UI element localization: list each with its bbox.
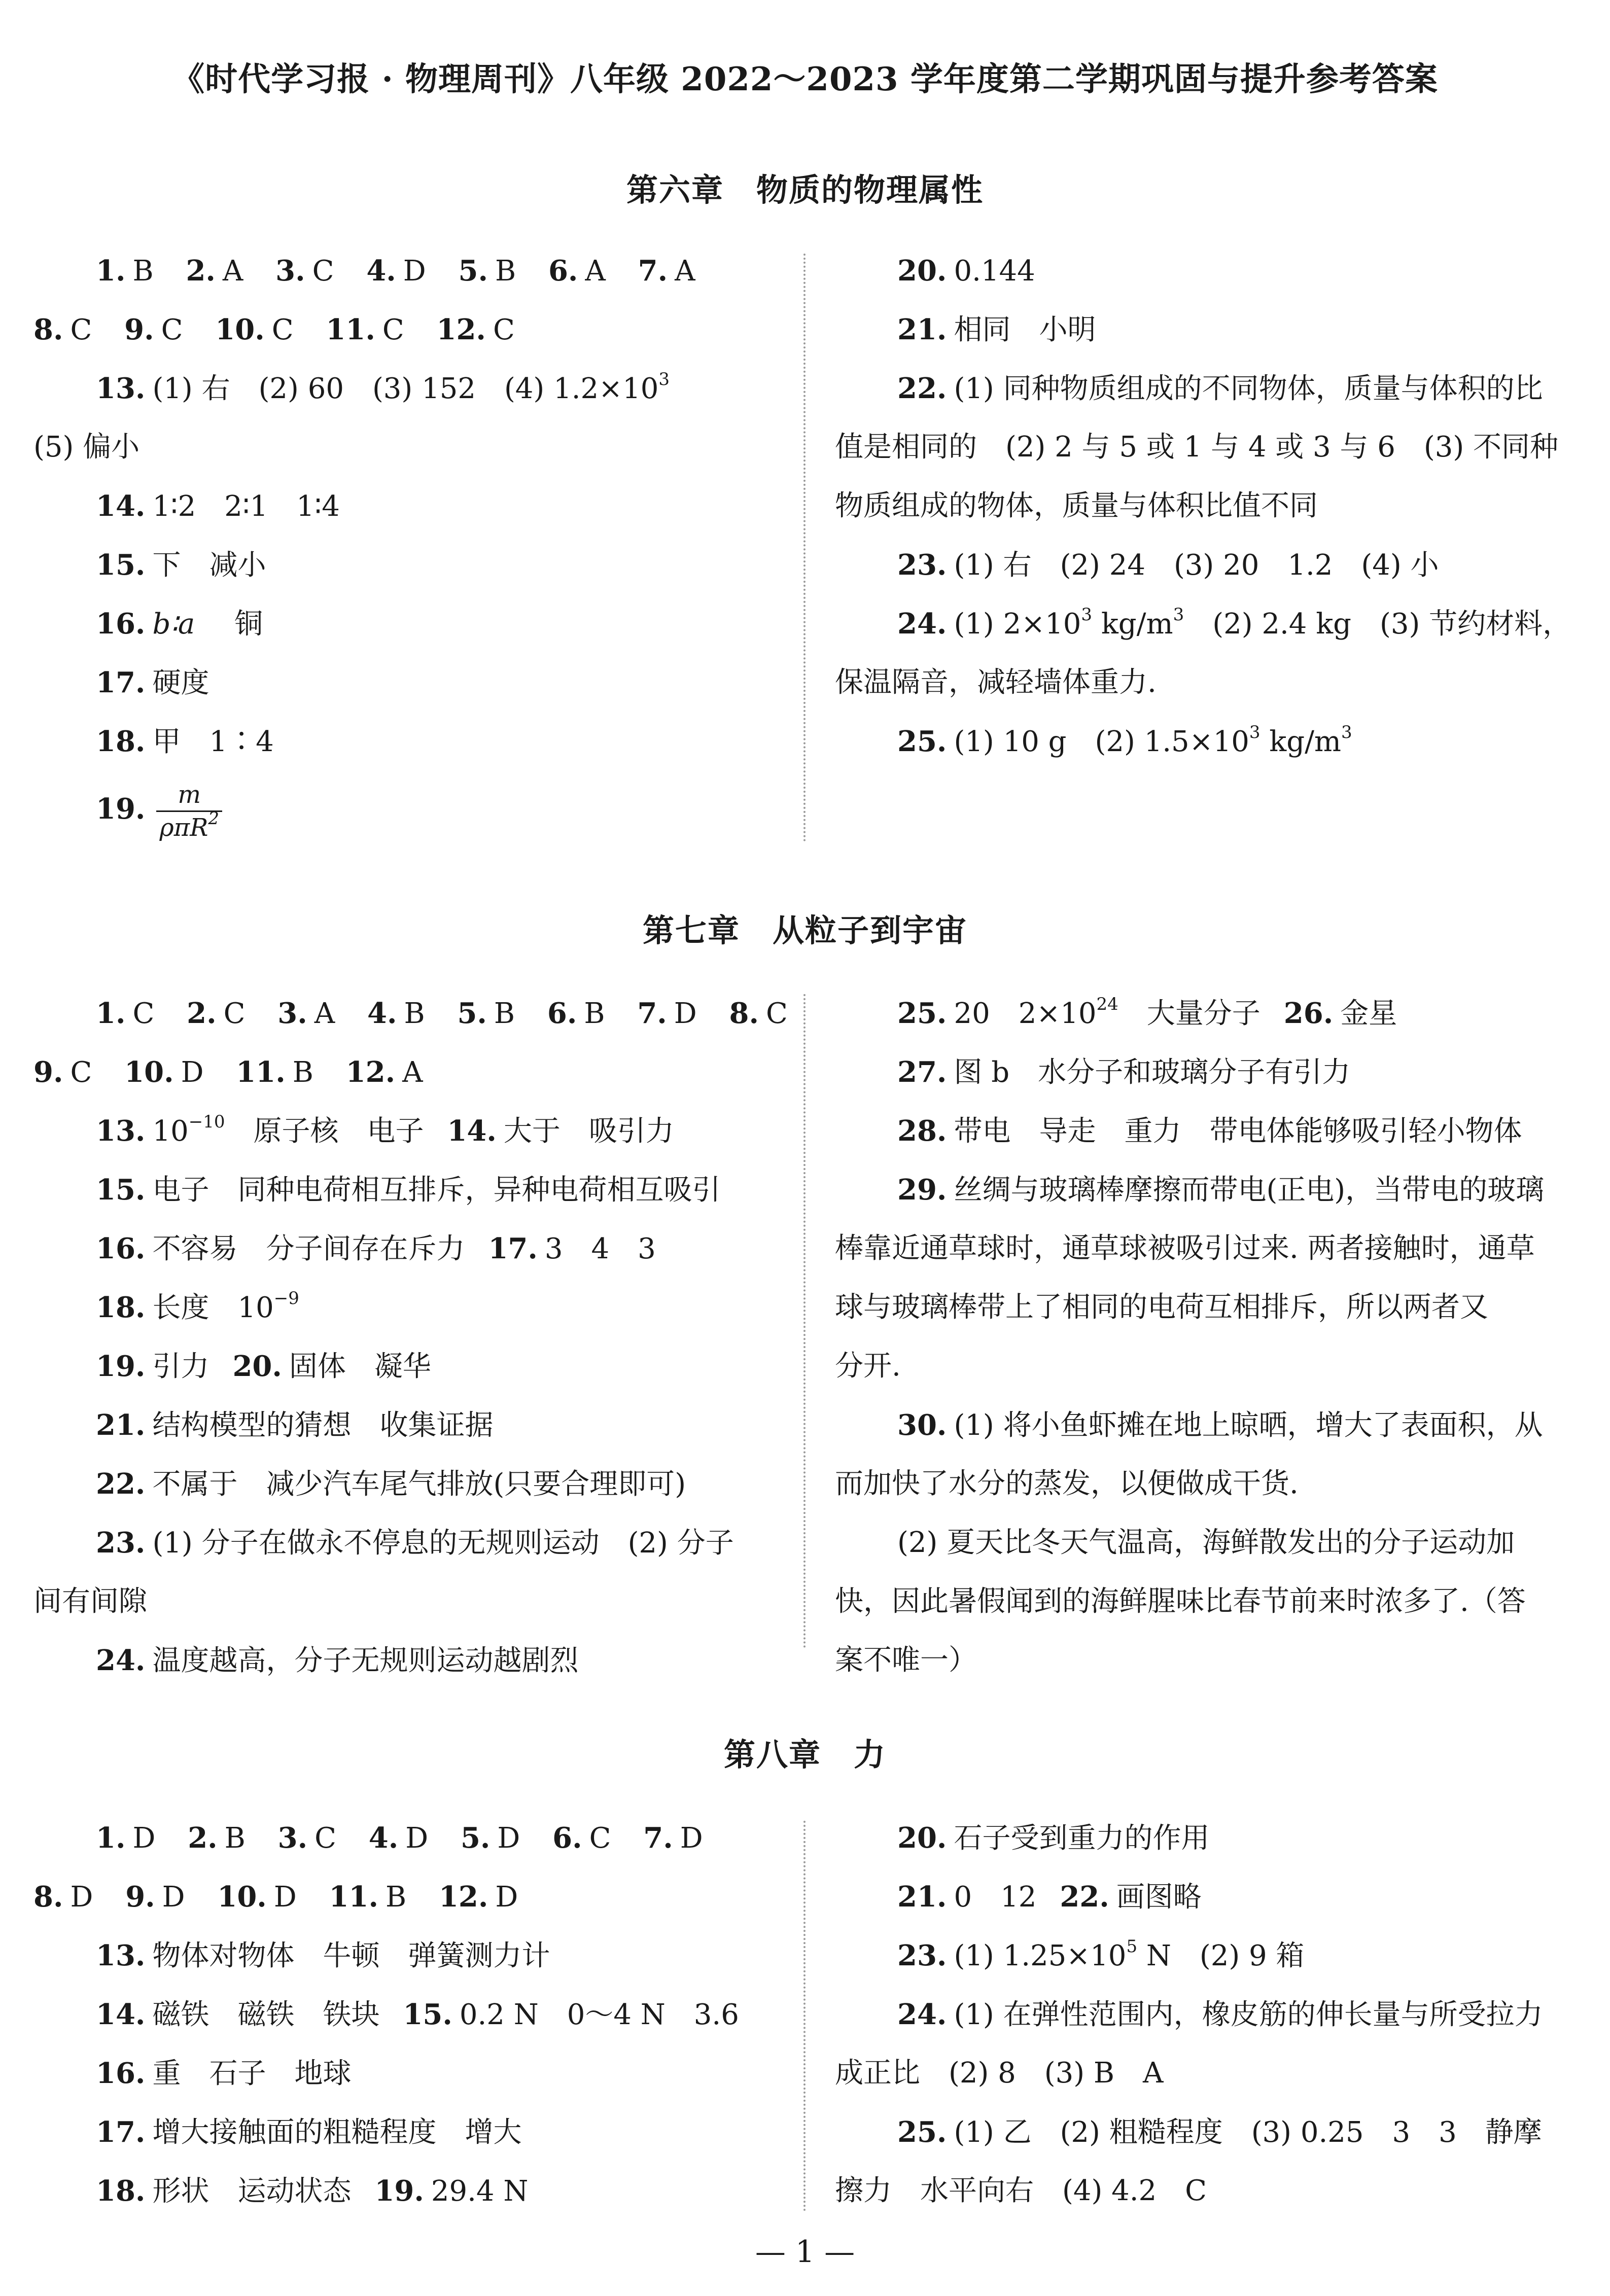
- answer-text: 引力: [152, 1350, 209, 1383]
- answer: B: [584, 997, 605, 1030]
- question-number: 15.: [96, 1173, 146, 1207]
- question-number: 30.: [897, 1408, 947, 1442]
- answer-text: 物体对物体 牛顿 弹簧测力计: [152, 1939, 550, 1972]
- question-number: 19.: [96, 1350, 146, 1383]
- answer-item: [33, 2044, 784, 2103]
- answer: D: [181, 1056, 204, 1089]
- answer-text: 形状 运动状态: [152, 2175, 352, 2208]
- column-divider: [803, 254, 806, 842]
- question-number: 25.: [897, 997, 947, 1030]
- answer-text: (1) 分子在做永不停息的无规则运动 (2) 分子: [152, 1527, 734, 1560]
- question-number: 18.: [96, 2174, 146, 2208]
- exponent: 3: [658, 369, 670, 390]
- answer-item: 23. (1) $1.25\times 10^5$ N (2) 9 箱: [897, 1936, 1305, 1972]
- question-number: 22.: [1060, 1880, 1109, 1914]
- answer-item: [33, 2103, 784, 2162]
- answer: D: [497, 1822, 520, 1855]
- answer-item: 25. 20 $2\times 10^{24}$ 大量分子 26. 金星: [897, 994, 1397, 1030]
- answer-continuation: 值是相同的 (2) 2 与 5 或 1 与 4 或 3 与 6 (3) 不同种: [835, 431, 1559, 464]
- question-number: 9.: [124, 313, 154, 346]
- chapter6-left-column: [33, 241, 784, 847]
- question-number: 29.: [897, 1173, 947, 1207]
- question-number: 23.: [897, 1939, 947, 1972]
- question-number: 9.: [125, 1880, 155, 1914]
- answer: B: [404, 997, 425, 1030]
- answer-continuation: 分开.: [835, 1350, 901, 1383]
- answer-item: [33, 536, 784, 594]
- question-number: 13.: [96, 1939, 146, 1972]
- answer-text: 电子 同种电荷相互排斥，异种电荷相互吸引: [152, 1174, 721, 1207]
- answer: D: [680, 1822, 703, 1855]
- answer: C: [382, 313, 404, 346]
- answer-text: 带电 导走 重力 带电体能够吸引轻小物体: [954, 1115, 1522, 1148]
- answer: C: [70, 1056, 92, 1089]
- mc-answers-line: [33, 300, 784, 359]
- question-number: 2.: [188, 1821, 218, 1855]
- answer-text: 丝绸与玻璃棒摩擦而带电(正电)，当带电的玻璃: [954, 1174, 1545, 1207]
- question-number: 26.: [1283, 997, 1334, 1030]
- answer-item: [33, 712, 784, 771]
- question-number: 1.: [96, 254, 126, 288]
- answer-text: b∶a: [152, 608, 195, 641]
- question-number: 22.: [96, 1467, 146, 1501]
- question-number: 5.: [460, 1821, 491, 1855]
- question-number: 5.: [457, 997, 487, 1030]
- question-number: 18.: [96, 1291, 146, 1324]
- answer-item: [33, 1513, 784, 1572]
- answer-continuation: 间有间隙: [33, 1585, 147, 1618]
- question-number: 14.: [96, 489, 146, 523]
- answer-item: [835, 1160, 1581, 1219]
- question-number: 21.: [897, 313, 947, 346]
- answer-text: 增大接触面的粗糙程度 增大: [152, 2116, 522, 2149]
- answer-continuation: (5) 偏小: [33, 431, 140, 464]
- question-number: 14.: [96, 1998, 146, 2031]
- question-number: 20.: [232, 1350, 282, 1383]
- answer-continuation: 成正比 (2) 8 (3) B A: [835, 2057, 1164, 2090]
- question-number: 2.: [187, 997, 217, 1030]
- answer: D: [162, 1881, 185, 1914]
- question-number: 2.: [186, 254, 216, 288]
- answer: B: [495, 255, 516, 288]
- answer-text: (1) 乙 (2) 粗糙程度 (3) 0.25 3 3 静摩: [954, 2116, 1542, 2149]
- answer-continuation: 案不唯一）: [835, 1644, 977, 1677]
- answer-text: 固体 凝华: [289, 1350, 431, 1383]
- fraction-denominator: ρπR$^2$: [159, 808, 219, 842]
- question-number: 16.: [96, 1232, 146, 1265]
- question-number: 25.: [897, 725, 947, 758]
- question-number: 12.: [436, 313, 486, 346]
- answer: B: [132, 255, 154, 288]
- question-number: 6.: [548, 254, 578, 288]
- answer: A: [402, 1056, 423, 1089]
- exponent: −10: [188, 1112, 225, 1133]
- question-number: 24.: [897, 607, 947, 641]
- answer-item: [835, 1809, 1581, 1867]
- exponent: 24: [1096, 994, 1118, 1015]
- question-number: 17.: [96, 666, 146, 699]
- answer: B: [292, 1056, 313, 1089]
- question-number: 11.: [329, 1880, 378, 1914]
- exponent: −9: [273, 1288, 299, 1309]
- answer-item: [33, 1219, 784, 1278]
- answer-item: [835, 1985, 1581, 2044]
- question-number: 21.: [897, 1880, 947, 1914]
- answer: D: [495, 1881, 518, 1914]
- question-number: 25.: [897, 2115, 947, 2149]
- question-number: 9.: [33, 1055, 63, 1089]
- mc-answers-line: [33, 1867, 784, 1926]
- chapter8-right-column: [835, 1809, 1581, 2220]
- question-number: 21.: [96, 1408, 146, 1442]
- mc-answers-line: [33, 984, 788, 1043]
- answer-text: 磁铁 磁铁 铁块: [152, 1998, 380, 2031]
- answer-item: [33, 1337, 784, 1396]
- answer: A: [222, 255, 243, 288]
- question-number: 20.: [897, 1821, 947, 1855]
- answer-item: [835, 536, 1581, 594]
- mc-answers-line: [33, 1809, 784, 1867]
- answer: C: [589, 1822, 611, 1855]
- answer-text: 金星: [1340, 997, 1397, 1030]
- answer-item: [33, 1985, 784, 2044]
- answer: D: [132, 1822, 156, 1855]
- exponent: 3: [1341, 722, 1352, 743]
- answer-text: 甲 1∶4: [152, 725, 274, 758]
- answer-item: [835, 2103, 1581, 2162]
- answer-text: (1) 右 (2) 60 (3) 152 (4) 1.2×10: [152, 372, 659, 405]
- answer: A: [314, 997, 335, 1030]
- chapter-heading: 第八章 力: [723, 1736, 886, 1773]
- answer: A: [675, 255, 695, 288]
- question-number: 13.: [96, 372, 146, 405]
- chapter7-left-column: [33, 984, 788, 1690]
- answer-text: 硬度: [152, 666, 209, 699]
- question-number: 10.: [215, 313, 265, 346]
- answer-item: [33, 1455, 784, 1513]
- answer: C: [271, 313, 294, 346]
- question-number: 6.: [552, 1821, 582, 1855]
- document-title: 《时代学习报 · 物理周刊》八年级 2022～2023 学年度第二学期巩固与提升参考答案: [172, 60, 1438, 98]
- answer-continuation: 物质组成的物体，质量与体积比值不同: [835, 489, 1318, 522]
- question-number: 3.: [277, 997, 307, 1030]
- answer-text: 大于 吸引力: [503, 1115, 674, 1148]
- answer: D: [674, 997, 697, 1030]
- question-number: 23.: [897, 548, 947, 582]
- question-number: 3.: [275, 254, 305, 288]
- answer: C: [132, 997, 155, 1030]
- exponent: 2: [208, 808, 219, 829]
- answer: D: [273, 1881, 297, 1914]
- answer: D: [403, 255, 426, 288]
- question-number: 4.: [367, 997, 397, 1030]
- chapter-heading: 第六章 物质的物理属性: [626, 171, 984, 208]
- answer-text: 不容易 分子间存在斥力: [152, 1232, 465, 1265]
- answer-item: [33, 359, 784, 418]
- answer: C: [312, 255, 334, 288]
- question-number: 14.: [447, 1114, 497, 1148]
- answer: C: [765, 997, 788, 1030]
- answer-text: 温度越高，分子无规则运动越剧烈: [152, 1644, 579, 1677]
- answer-text: 重 石子 地球: [152, 2057, 352, 2090]
- question-number: 27.: [897, 1055, 947, 1089]
- answer-item: [835, 1102, 1581, 1160]
- question-number: 7.: [638, 254, 668, 288]
- answer-continuation: 擦力 水平向右 (4) 4.2 C: [835, 2174, 1207, 2207]
- fraction-formula: [156, 779, 222, 843]
- question-number: 4.: [368, 1821, 399, 1855]
- answer: D: [405, 1822, 429, 1855]
- answer-continuation: 快，因此暑假闻到的海鲜腥味比春节前来时浓多了.（答: [835, 1585, 1526, 1618]
- exponent: 3: [1249, 722, 1261, 743]
- question-number: 24.: [96, 1644, 146, 1677]
- answer-text: 29.4 N: [431, 2175, 529, 2208]
- answer-item: [33, 477, 784, 536]
- answer-text: 0 12: [954, 1881, 1037, 1914]
- fraction-numerator: m: [156, 779, 222, 812]
- column-divider: [803, 994, 806, 1648]
- answer-text: 相同 小明: [954, 313, 1096, 346]
- answer: C: [223, 997, 246, 1030]
- answer-item: [835, 1867, 1581, 1926]
- answer-item: [835, 300, 1581, 359]
- answer-item: [33, 1926, 784, 1985]
- answer-item: [33, 653, 784, 712]
- question-number: 19.: [96, 792, 146, 826]
- mc-answers-line: [33, 241, 784, 300]
- question-number: 17.: [488, 1232, 538, 1265]
- question-number: 11.: [236, 1055, 286, 1089]
- answer-item: [835, 241, 1581, 300]
- answer-text: 图 b 水分子和玻璃分子有引力: [954, 1056, 1351, 1089]
- chapter-heading: 第七章 从粒子到宇宙: [642, 912, 967, 949]
- answer-item: [33, 1160, 784, 1219]
- chapter7-right-column: [835, 984, 1581, 1690]
- answer-text: 不属于 减少汽车尾气排放(只要合理即可): [152, 1468, 686, 1501]
- answer-item: [835, 1043, 1581, 1102]
- mc-answers-line: [33, 1043, 784, 1102]
- exponent: 3: [1173, 605, 1184, 625]
- question-number: 7.: [643, 1821, 673, 1855]
- answer: C: [70, 313, 92, 346]
- question-number: 13.: [96, 1114, 146, 1148]
- question-number: 10.: [124, 1055, 174, 1089]
- answer-item: 24. (1) $2\times 10^3$ $kg/m^3$ (2) 2.4 kg (3) 节约材料，: [897, 605, 1571, 641]
- answer-text: 铜: [234, 608, 263, 641]
- question-number: 12.: [438, 1880, 488, 1914]
- answer-continuation: 球与玻璃棒带上了相同的电荷互相排斥，所以两者又: [835, 1291, 1488, 1324]
- question-number: 10.: [217, 1880, 267, 1914]
- question-number: 8.: [33, 313, 63, 346]
- answer-item: 18. 长度 $10^{-9}$: [96, 1288, 299, 1324]
- question-number: 5.: [458, 254, 488, 288]
- answer-item: [33, 1396, 784, 1455]
- answer-text: 画图略: [1116, 1881, 1202, 1914]
- question-number: 20.: [897, 254, 947, 288]
- question-number: 15.: [403, 1998, 452, 2031]
- exponent: 3: [1081, 605, 1093, 625]
- question-number: 8.: [729, 997, 759, 1030]
- answer: B: [385, 1881, 407, 1914]
- answer-text: 0.144: [954, 255, 1035, 288]
- page-number: — 1 —: [755, 2234, 855, 2270]
- answer-text: 3 4 3: [544, 1232, 656, 1265]
- question-number: 12.: [345, 1055, 396, 1089]
- question-number: 1.: [96, 1821, 126, 1855]
- answer-item: [835, 359, 1581, 418]
- chapter8-left-column: [33, 1809, 784, 2220]
- answer-item: [33, 2162, 784, 2220]
- question-number: 16.: [96, 607, 146, 641]
- answer-text: (1) 在弹性范围内，橡皮筋的伸长量与所受拉力: [954, 1998, 1543, 2031]
- answer: C: [493, 313, 515, 346]
- question-number: 8.: [33, 1880, 63, 1914]
- question-number: 11.: [326, 313, 375, 346]
- question-number: 17.: [96, 2115, 146, 2149]
- answer-item: 13. $10^{-10}$ 原子核 电子 14. 大于 吸引力: [96, 1112, 674, 1148]
- answer-text: 1∶2 2∶1 1∶4: [152, 490, 340, 523]
- answer: D: [70, 1881, 93, 1914]
- answer-text: 结构模型的猜想 收集证据: [152, 1409, 494, 1442]
- answer: C: [161, 313, 183, 346]
- chapter6-right-column: [835, 241, 1581, 771]
- answer-continuation: 棒靠近通草球时，通草球被吸引过来. 两者接触时，通草: [835, 1232, 1535, 1265]
- exponent: 5: [1126, 1936, 1138, 1957]
- answer-text: (1) 右 (2) 24 (3) 20 1.2 (4) 小: [954, 549, 1439, 582]
- question-number: 23.: [96, 1526, 146, 1560]
- question-number: 6.: [547, 997, 577, 1030]
- question-number: 22.: [897, 372, 947, 405]
- answer: C: [314, 1822, 336, 1855]
- answer-text: (1) 同种物质组成的不同物体，质量与体积的比: [954, 372, 1543, 405]
- answer-continuation: 而加快了水分的蒸发，以便做成干货.: [835, 1467, 1299, 1500]
- answer-continuation: 保温隔音，减轻墙体重力.: [835, 666, 1157, 699]
- question-number: 7.: [637, 997, 667, 1030]
- answer-item: [33, 1631, 784, 1690]
- question-number: 24.: [897, 1998, 947, 2031]
- column-divider: [803, 1821, 806, 2211]
- question-number: 19.: [374, 2174, 424, 2208]
- answer-text: 石子受到重力的作用: [954, 1822, 1210, 1855]
- answer-continuation: (2) 夏天比冬天气温高，海鲜散发出的分子运动加: [897, 1526, 1515, 1559]
- question-number: 16.: [96, 2057, 146, 2090]
- answer-text: 下 减小: [152, 549, 266, 582]
- answer: B: [224, 1822, 246, 1855]
- question-number: 15.: [96, 548, 146, 582]
- question-number: 18.: [96, 725, 146, 758]
- answer: A: [585, 255, 606, 288]
- question-number: 3.: [277, 1821, 308, 1855]
- answer-item: [835, 1396, 1581, 1455]
- question-number: 4.: [366, 254, 396, 288]
- answer-item: [33, 771, 784, 847]
- answer-text: (1) 将小鱼虾摊在地上晾晒，增大了表面积，从: [954, 1409, 1543, 1442]
- answer-item: [33, 594, 784, 653]
- question-number: 1.: [96, 997, 126, 1030]
- question-number: 28.: [897, 1114, 947, 1148]
- answer-text: 0.2 N 0～4 N 3.6: [459, 1998, 739, 2031]
- answer-item: 25. (1) 10 g (2) $1.5\times 10^3$ $kg/m^3$: [897, 722, 1352, 758]
- answer: B: [494, 997, 515, 1030]
